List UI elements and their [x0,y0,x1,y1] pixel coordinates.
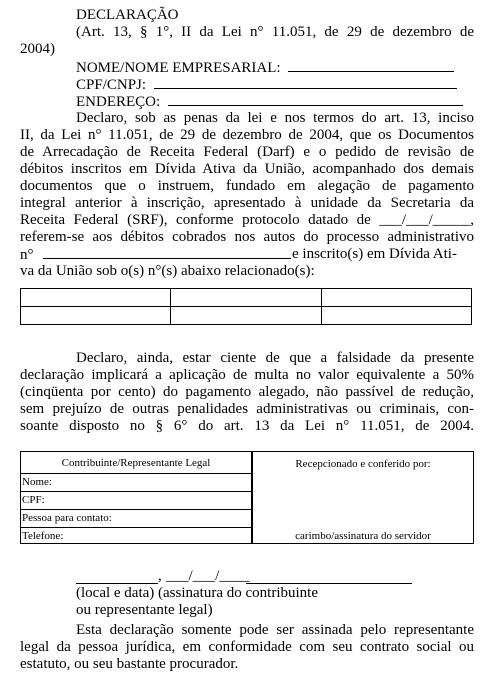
paragraph1-line: II, da Lei n° 11.051, de 29 de dezembro de 2004, que os Documentos [20,127,474,143]
field-endereco [76,93,463,111]
paragraph1-line: Declaro, sob as penas da lei e nos termos do art. 13, inciso [76,110,474,126]
field-endereco-label: ENDEREÇO: [76,94,161,110]
paragraph1-line: documentos que o instruem, fundado em alegação de pagamento [20,178,474,194]
signature-caption: (local e data) (assinatura do contribuinte [76,585,318,601]
contributor-row-nome: Nome: [22,476,52,488]
contributor-box-header: Contribuinte/Representante Legal [61,457,211,469]
closing-line: estatuto, ou seu bastante procurador. [20,656,239,672]
paragraph1-line: referem-se aos débitos cobrados nos autos do processo administrativo [20,229,474,245]
paragraph2-line: (cinqüenta por cento) do pagamento alegado, não passível de redução, [20,384,474,400]
table-row [21,289,472,307]
paragraph2-line: soante disposto no § 6° do art. 13 da Lei n° 11.051, de 2004. [20,418,474,434]
paragraph1-line: va da União sob o(s) n°(s) abaixo relacionado(s): [20,263,315,279]
reception-box-header: Recepcionado e conferido por: [295,458,431,470]
field-cpf-line [154,76,457,89]
paragraph1-line: de Arrecadação de Receita Federal (Darf) e o pedido de revisão de [20,144,474,160]
process-number-line [43,246,291,259]
reception-box-footer: carimbo/assinatura do servidor [295,530,431,542]
paragraph2-line: sem prejuízo de outras penalidades administrativas ou criminais, con- [20,401,474,417]
signature-caption-cont: ou representante legal) [76,602,213,618]
field-nome-line [288,59,454,72]
grid-cell [171,289,321,307]
paragraph2-line: Declaro, ainda, estar ciente de que a falsidade da presente [76,350,474,366]
field-endereco-line [168,93,463,106]
contributor-row-telefone: Telefone: [22,530,64,542]
closing-line: legal da pessoa jurídica, em conformidade com seu contrato social ou [20,639,474,655]
field-nome-label: NOME/NOME EMPRESARIAL: [76,60,281,76]
paragraph1-line: integral anterior à inscrição, apresentado à unidade da Secretaria da [20,195,474,211]
paragraph1-line: e inscrito(s) em Dívida Ati- [292,246,457,262]
document-title: DECLARAÇÃO [76,7,179,23]
contributor-row-contato: Pessoa para contato: [22,512,112,524]
paragraph1-line: débitos inscritos em Dívida Ativa da União, acompanhado dos demais [20,161,474,177]
comma: , [158,568,162,584]
paragraph1-process-line [20,246,291,264]
paragraph2-line: declaração implicará a aplicação de multa no valor equivalente a 50% [20,367,474,383]
paragraph1-n-label: n° [20,247,34,263]
document-subtitle-cont: 2004) [20,41,55,57]
field-cpf [76,76,457,94]
document-subtitle: (Art. 13, § 1°, II da Lei n° 11.051, de 29 de dezembro de [76,24,474,40]
contributor-divider [20,527,252,528]
paragraph1-line: Receita Federal (SRF), conforme protocolo datado de ___/___/_____, [20,212,474,228]
contributor-divider [20,491,252,492]
local-line [76,571,158,584]
grid-cell [21,307,171,325]
date-line: ___/___/____ [166,568,250,584]
inscription-grid [20,288,472,325]
field-cpf-label: CPF/CNPJ: [76,77,147,93]
grid-cell [321,307,471,325]
field-nome [76,59,454,77]
grid-cell [171,307,321,325]
closing-line: Esta declaração somente pode ser assinada pelo representante [76,622,474,638]
contributor-divider [20,509,252,510]
signature-blank [246,571,412,584]
grid-cell [321,289,471,307]
signature-line [76,568,474,585]
grid-cell [21,289,171,307]
contributor-divider [20,473,252,474]
table-row [21,307,472,325]
contributor-row-cpf: CPF: [22,494,45,506]
